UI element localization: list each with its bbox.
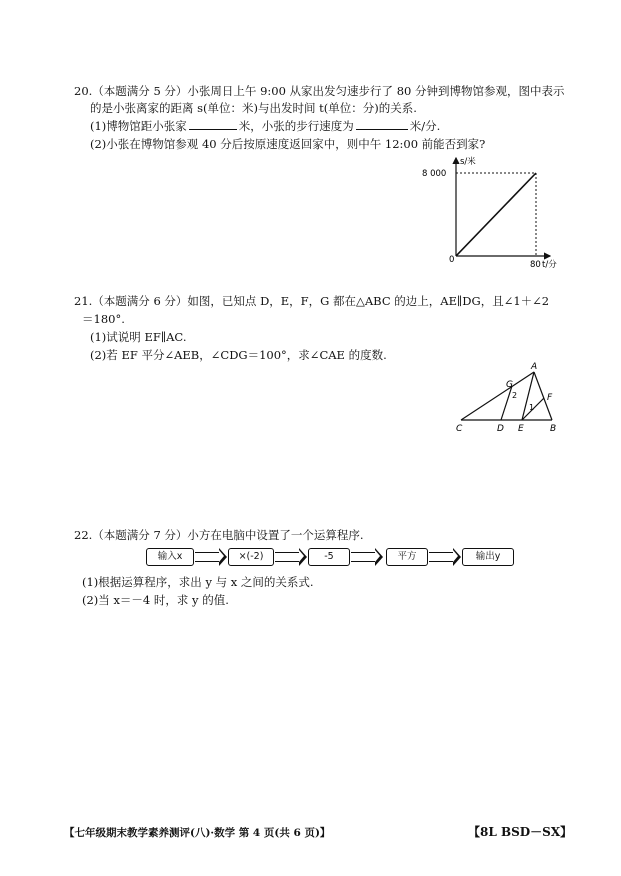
q20-part1-c: 米/分. bbox=[409, 119, 441, 133]
flow-arrow-4 bbox=[429, 552, 453, 562]
footer-page-info: 【七年级期末教学素养测评(八)·数学 第 4 页(共 6 页)】 bbox=[64, 827, 331, 839]
graph-y-label: s/米 bbox=[460, 157, 476, 167]
flow-multiply-box: ×(-2) bbox=[228, 548, 274, 566]
q21-triangle-figure bbox=[452, 360, 564, 436]
q21-line1: 21.（本题满分 6 分）如图，已知点 D，E，F，G 都在△ABC 的边上，AE∥DG，且∠1＋∠2 bbox=[74, 294, 550, 308]
q20-part2: (2)小张在博物馆参观 40 分后按原速度返回家中，则中午 12:00 前能否到家? bbox=[90, 137, 486, 151]
label-b: B bbox=[550, 424, 557, 434]
flow-square-box: 平方 bbox=[386, 548, 428, 566]
answer-blank-distance[interactable] bbox=[189, 118, 237, 130]
label-angle1: 1 bbox=[529, 403, 535, 412]
q22-part1: (1)根据运算程序，求出 y 与 x 之间的关系式. bbox=[82, 575, 314, 589]
q21-part2: (2)若 EF 平分∠AEB，∠CDG＝100°，求∠CAE 的度数. bbox=[90, 348, 387, 362]
label-a: A bbox=[531, 362, 538, 372]
label-c: C bbox=[456, 424, 463, 434]
q22-part2: (2)当 x＝－4 时，求 y 的值. bbox=[82, 593, 229, 607]
q20-part1-b: 米，小张的步行速度为 bbox=[238, 119, 354, 133]
q20-line1: 20.（本题满分 5 分）小张周日上午 9:00 从家出发匀速步行了 80 分钟到博物馆参观，图中表示 bbox=[74, 84, 565, 98]
graph-origin: 0 bbox=[449, 255, 455, 265]
q20-part1-a: (1)博物馆距小张家 bbox=[90, 119, 187, 133]
graph-y-tick: 8 000 bbox=[422, 169, 447, 179]
flow-arrow-1 bbox=[195, 552, 219, 562]
q20-part1 bbox=[90, 118, 440, 134]
flow-arrow-3 bbox=[351, 552, 375, 562]
q21-part1: (1)试说明 EF∥AC. bbox=[90, 330, 187, 344]
label-g: G bbox=[506, 380, 513, 390]
q20-graph bbox=[420, 152, 560, 272]
label-f: F bbox=[547, 393, 553, 403]
graph-x-label: t/分 bbox=[542, 260, 557, 270]
label-d: D bbox=[497, 424, 504, 434]
flow-input-box: 输入x bbox=[146, 548, 194, 566]
answer-blank-speed[interactable] bbox=[356, 118, 408, 130]
graph-distance-line bbox=[456, 173, 536, 256]
flow-output-box: 输出y bbox=[462, 548, 514, 566]
segment-dg bbox=[501, 386, 512, 420]
side-ca bbox=[461, 372, 534, 420]
q21-line2: ＝180°. bbox=[82, 312, 125, 326]
q22-line1: 22.（本题满分 7 分）小方在电脑中设置了一个运算程序. bbox=[74, 528, 364, 542]
footer-code: 【8L BSD－SX】 bbox=[468, 825, 573, 839]
q20-line2: 的是小张离家的距离 s(单位：米)与出发时间 t(单位：分)的关系. bbox=[90, 101, 417, 115]
flow-arrow-2 bbox=[275, 552, 299, 562]
graph-x-tick: 80 bbox=[530, 260, 541, 270]
label-e: E bbox=[518, 424, 524, 434]
flow-subtract-box: -5 bbox=[308, 548, 350, 566]
label-angle2: 2 bbox=[512, 391, 518, 400]
